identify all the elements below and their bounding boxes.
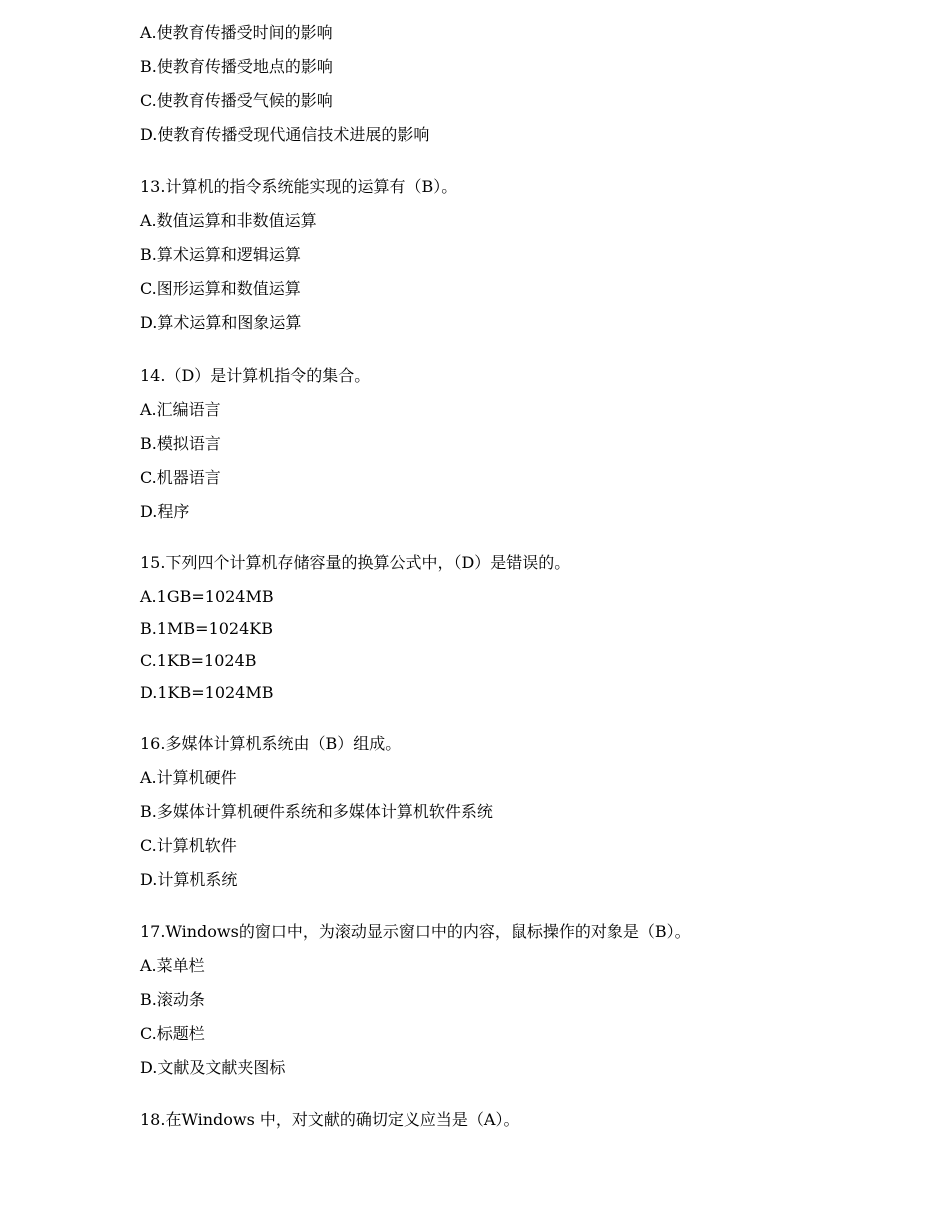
option-15-d: D.1KB=1024MB	[140, 683, 274, 702]
option-17-d: D.文献及文献夹图标	[140, 1058, 286, 1077]
option-15-b: B.1MB=1024KB	[140, 619, 273, 638]
question-16-stem: 16.多媒体计算机系统由（B）组成。	[140, 734, 402, 753]
option-14-b: B.模拟语言	[140, 434, 221, 453]
option-17-b: B.滚动条	[140, 990, 205, 1009]
question-18-stem: 18.在Windows 中，对文献的确切定义应当是（A）。	[140, 1110, 520, 1129]
option-14-a: A.汇编语言	[140, 400, 221, 419]
option-14-c: C.机器语言	[140, 468, 221, 487]
option-12-a: A.使教育传播受时间的影响	[140, 23, 333, 42]
option-13-c: C.图形运算和数值运算	[140, 279, 301, 298]
option-16-d: D.计算机系统	[140, 870, 238, 889]
option-13-b: B.算术运算和逻辑运算	[140, 245, 301, 264]
option-14-d: D.程序	[140, 502, 190, 521]
option-12-d: D.使教育传播受现代通信技术进展的影响	[140, 125, 430, 144]
question-14-stem: 14.（D）是计算机指令的集合。	[140, 366, 371, 385]
option-15-a: A.1GB=1024MB	[140, 587, 274, 606]
option-17-c: C.标题栏	[140, 1024, 205, 1043]
option-12-c: C.使教育传播受气候的影响	[140, 91, 333, 110]
option-13-d: D.算术运算和图象运算	[140, 313, 302, 332]
option-16-a: A.计算机硬件	[140, 768, 237, 787]
option-16-c: C.计算机软件	[140, 836, 237, 855]
question-13-stem: 13.计算机的指令系统能实现的运算有（B）。	[140, 177, 458, 196]
option-15-c: C.1KB=1024B	[140, 651, 257, 670]
question-17-stem: 17.Windows的窗口中，为滚动显示窗口中的内容，鼠标操作的对象是（B）。	[140, 922, 691, 941]
option-17-a: A.菜单栏	[140, 956, 205, 975]
question-15-stem: 15.下列四个计算机存储容量的换算公式中，（D）是错误的。	[140, 553, 571, 572]
option-16-b: B.多媒体计算机硬件系统和多媒体计算机软件系统	[140, 802, 493, 821]
option-12-b: B.使教育传播受地点的影响	[140, 57, 333, 76]
option-13-a: A.数值运算和非数值运算	[140, 211, 317, 230]
